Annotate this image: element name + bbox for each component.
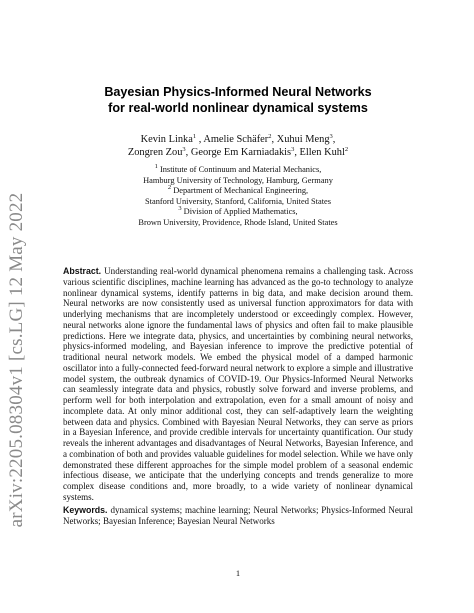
author-affiliation-mark: 1 [192,133,197,140]
arxiv-stamp-text: arXiv:2205.08304v1 [cs.LG] 12 May 2022 [6,192,27,528]
author-name: Zongren Zou [127,147,183,158]
affiliation-1-line-1 [63,165,413,176]
author-affiliation-mark: 3 [291,146,295,153]
affiliation-mark: 1 [154,163,158,170]
affiliation-mark: 3 [178,205,182,213]
author-name: Amelie Schäfer [203,134,269,145]
author-separator: , [271,134,277,145]
affiliation-text: Department of Mechanical Engineering, [173,186,309,196]
page-number: 1 [235,568,241,578]
affiliation-mark: 2 [167,184,172,192]
author-affiliation-mark: 2 [344,146,349,153]
author-separator: , [196,134,204,145]
title-line-1: Bayesian Physics-Informed Neural Networks [104,85,372,99]
author-separator: , [294,147,300,158]
affiliation-3-line-2: Brown University, Providence, Rhode Island, United States [138,217,338,227]
paper-page [63,0,413,613]
affiliation-1-line-2: Hamburg University of Technology, Hamburg, Germany [143,175,333,185]
author-list [63,133,413,159]
abstract-text: Understanding real-world dynamical phenomena remains a challenging task. Across various scientific disciplines, machine learning has advanced as the go-to technology to analyze nonlinear dynamical systems, identify patterns in big data, and make decision around them. Neural networks are now consistently used as universal function approximators for data with underlying mechanisms that are incompletely understood or exceedingly complex. However, neural networks alone ignore the fundamental laws of physics and often fail to make plausible predictions. Here we integrate data, physics, and uncertainties by combining neural networks, physics-informed modeling, and Bayesian inference to improve the predictive potential of traditional neural network models. We embed the physical model of a damped harmonic oscillator into a fully-connected feed-forward neural network to explore a simple and illustrative model system, the outbreak dynamics of COVID-19. Our Physics-Informed Neural Networks can seamlessly integrate data and physics, robustly solve forward and inverse problems, and perform well for both interpolation and extrapolation, even for a small amount of noisy and incomplete data. At only minor additional cost, they can self-adaptively learn the weighting between data and physics. Combined with Bayesian Neural Networks, they can serve as priors in a Bayesian Inference, and provide credible intervals for uncertainty quantification. Our study reveals the inherent advantages and disadvantages of Neural Networks, Bayesian Inference, and a combination of both and provides valuable guidelines for model selection. While we have only demonstrated these different approaches for the simple model problem of a seasonal endemic infectious disease, we anticipate that the underlying concepts and trends generalize to more complex disease conditions and, more broadly, to a wide variety of nonlinear dynamical systems. [63,266,413,502]
arxiv-identifier-stamp [2,150,32,570]
affiliation-2-line-2: Stanford University, Stanford, California, United States [145,196,331,206]
title-line-2: for real-world nonlinear dynamical systems [108,101,368,115]
affiliation-text: Institute of Continuum and Material Mechanics, [159,165,322,174]
abstract [63,266,413,503]
paper-title [63,84,413,116]
affiliation-text: Division of Applied Mathematics, [183,207,298,217]
author-name: Kevin Linka [140,134,193,145]
author-line-2 [63,146,413,159]
author-affiliation-mark: 2 [268,133,272,140]
author-separator: , [185,147,191,158]
author-name: Xuhui Meng [276,134,330,145]
author-separator: , [332,134,336,145]
abstract-label: Abstract. [63,266,102,276]
author-line-1 [63,133,413,146]
author-affiliation-mark: 3 [182,146,186,153]
affiliation-list [63,165,413,229]
author-name: Ellen Kuhl [299,147,345,158]
keywords [63,505,413,527]
keywords-label: Keywords. [63,505,108,515]
keywords-text: dynamical systems; machine learning; Neural Networks; Physics-Informed Neural Networks; Bayesian Inference; Bayesian Neural Networks [63,505,413,526]
affiliation-3-line-1 [63,207,413,218]
author-name: George Em Karniadakis [190,147,292,158]
author-affiliation-mark: 3 [329,133,333,140]
affiliation-2-line-1 [63,186,413,197]
